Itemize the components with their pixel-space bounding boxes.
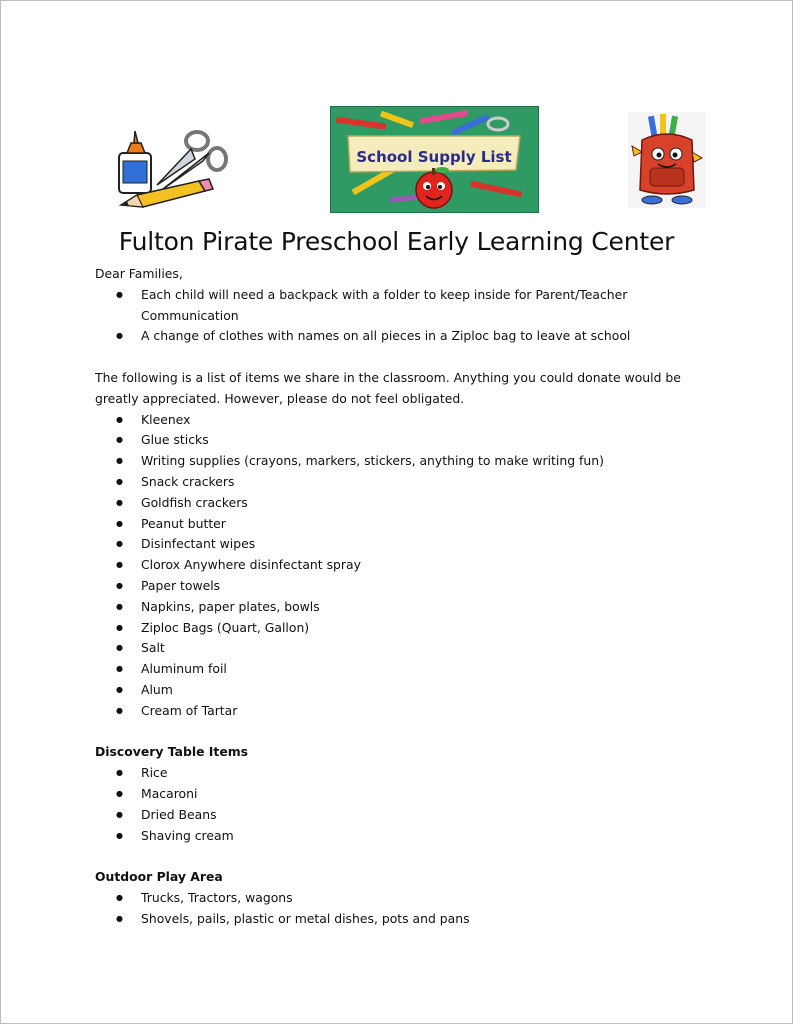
list-item: ● Dried Beans [95,805,735,826]
backpack-character-clipart [628,112,706,208]
discovery-items-list [95,763,735,846]
list-item: ● Kleenex [95,410,735,431]
share-paragraph-line: The following is a list of items we share in the classroom. Anything you could donate would be [95,369,681,385]
list-item: ● Shaving cream [95,826,735,847]
outdoor-items-list [95,888,735,930]
list-item: ● Cream of Tartar [95,701,735,722]
list-item: ● Writing supplies (crayons, markers, stickers, anything to make writing fun) [95,451,735,472]
intro-list [95,285,735,306]
list-item: ● Trucks, Tractors, wagons [95,888,735,909]
letter-body [95,264,735,930]
list-item: ● Macaroni [95,784,735,805]
glue-scissors-pencil-clipart [113,119,235,211]
list-item: ● Aluminum foil [95,659,735,680]
list-item: ● Goldfish crackers [95,493,735,514]
list-item: ● Disinfectant wipes [95,534,735,555]
page-title: Fulton Pirate Preschool Early Learning Center [118,227,675,256]
list-item: ● Rice [95,763,735,784]
list-item: ● Snack crackers [95,472,735,493]
banner-label: School Supply List [356,148,512,166]
list-item: ● Each child will need a backpack with a folder to keep inside for Parent/Teacher [95,285,735,306]
intro-list-cont [95,326,735,347]
list-item-continuation: Communication [141,307,239,323]
list-item: ● Napkins, paper plates, bowls [95,597,735,618]
list-item: ● Ziploc Bags (Quart, Gallon) [95,618,735,639]
discovery-heading: Discovery Table Items [95,744,249,760]
list-item: ● Shovels, pails, plastic or metal dishes, pots and pans [95,909,735,930]
share-paragraph-line: greatly appreciated. However, please do not feel obligated. [95,390,465,406]
list-item: ● Clorox Anywhere disinfectant spray [95,555,735,576]
list-item: ● Salt [95,638,735,659]
list-item: ● Glue sticks [95,430,735,451]
greeting: Dear Families, [95,266,183,281]
list-item: ● Peanut butter [95,514,735,535]
list-item: ● A change of clothes with names on all pieces in a Ziploc bag to leave at school [95,326,735,347]
classroom-items-list [95,410,735,722]
outdoor-heading: Outdoor Play Area [95,869,223,885]
list-item: ● Paper towels [95,576,735,597]
list-item: ● Alum [95,680,735,701]
school-supply-list-banner [330,106,539,213]
